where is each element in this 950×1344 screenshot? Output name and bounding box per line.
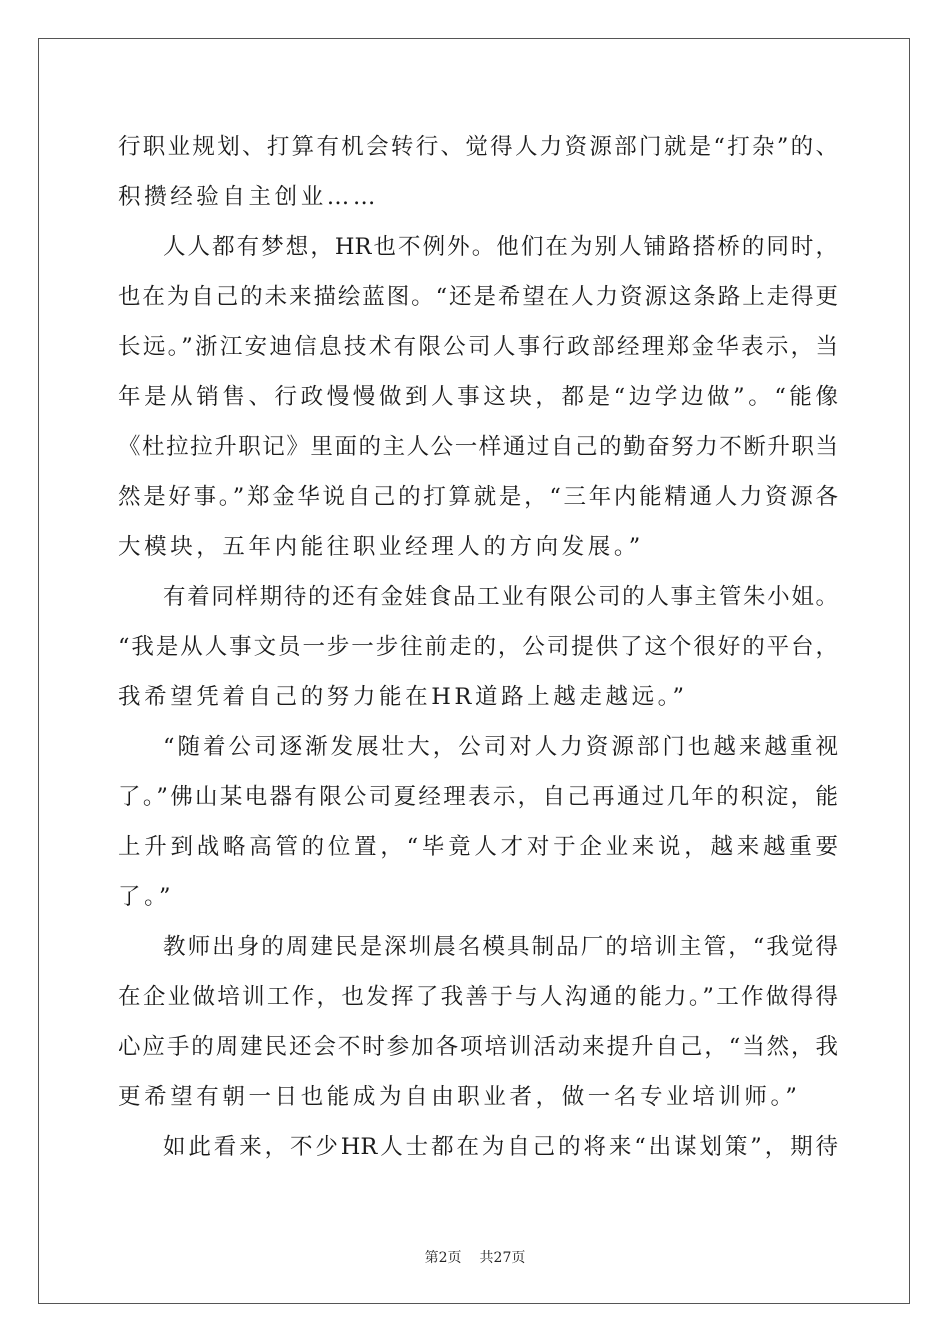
paragraph-start-line: “随着公司逐渐发展壮大，公司对人力资源部门也越来越重视 [163,734,838,760]
text-line: 大模块，五年内能往职业经理人的方向发展。” [118,534,644,560]
text-line: 了。” [118,884,175,910]
paragraph-start-line: 如此看来，不少HR人士都在为自己的将来“出谋划策”，期待 [163,1134,838,1160]
paragraph-start-line: 人人都有梦想，HR也不例外。他们在为别人铺路搭桥的同时， [163,234,838,260]
text-line: 行职业规划、打算有机会转行、觉得人力资源部门就是“打杂”的、 [118,134,838,160]
text-line: 《杜拉拉升职记》里面的主人公一样通过自己的勤奋努力不断升职当 [118,434,838,460]
text-line: 在企业做培训工作，也发挥了我善于与人沟通的能力。”工作做得得 [118,984,838,1010]
text-line: 长远。”浙江安迪信息技术有限公司人事行政部经理郑金华表示，当 [118,334,838,360]
text-line: 积攒经验自主创业…… [118,184,380,210]
page-number: 第2页 [424,1250,462,1266]
text-line: 也在为自己的未来描绘蓝图。“还是希望在人力资源这条路上走得更 [118,284,838,310]
text-line: 更希望有朝一日也能成为自由职业者，做一名专业培训师。” [118,1084,801,1110]
document-body [118,122,838,1172]
paragraph-start-line: 教师出身的周建民是深圳晨名模具制品厂的培训主管，“我觉得 [163,934,838,960]
page-footer [0,1247,950,1267]
text-line: 然是好事。”郑金华说自己的打算就是，“三年内能精通人力资源各 [118,484,838,510]
text-line: “我是从人事文员一步一步往前走的，公司提供了这个很好的平台， [118,634,838,660]
total-pages: 共27页 [479,1250,526,1266]
paragraph-start-line: 有着同样期待的还有金娃食品工业有限公司的人事主管朱小姐。 [163,584,838,610]
text-line: 心应手的周建民还会不时参加各项培训活动来提升自己，“当然，我 [118,1034,838,1060]
text-line: 上升到战略高管的位置，“毕竟人才对于企业来说，越来越重要 [118,834,838,860]
text-line: 了。”佛山某电器有限公司夏经理表示，自己再通过几年的积淀，能 [118,784,838,810]
text-line: 年是从销售、行政慢慢做到人事这块，都是“边学边做”。“能像 [118,384,838,410]
text-line: 我希望凭着自己的努力能在HR道路上越走越远。” [118,684,688,710]
